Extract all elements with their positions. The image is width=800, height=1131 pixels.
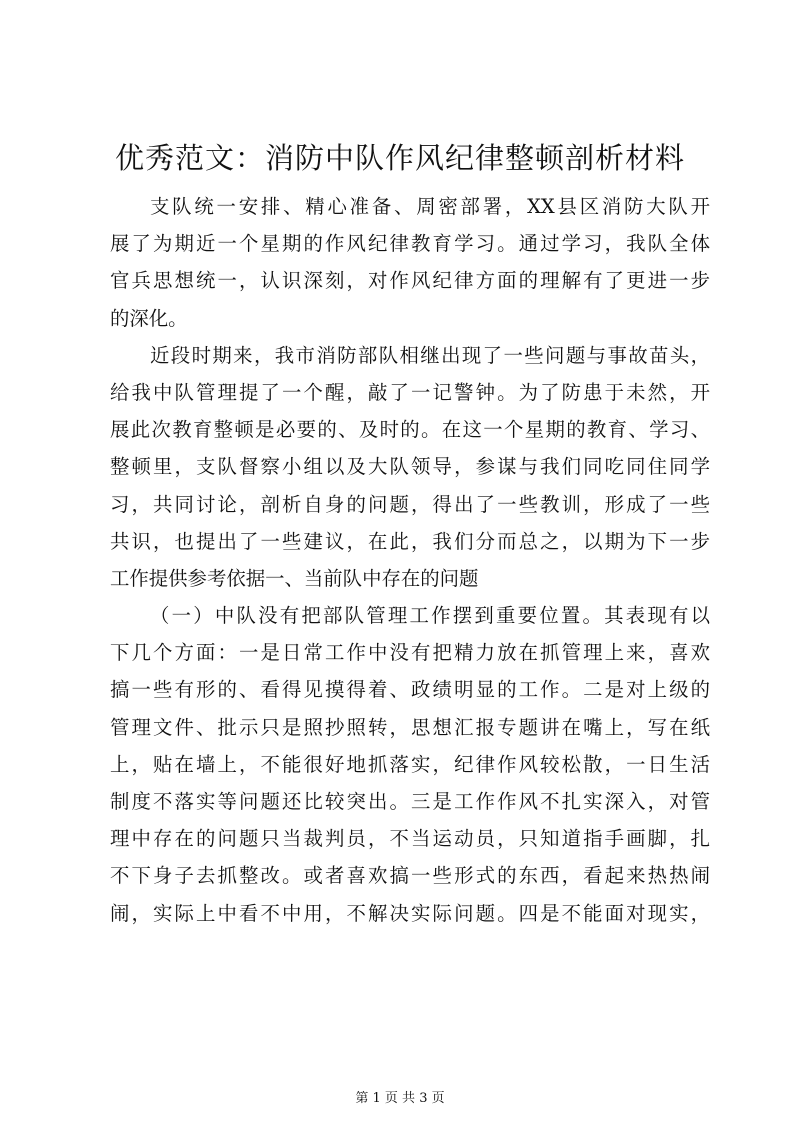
page-footer: 第 1 页 共 3 页 (355, 1091, 445, 1106)
paragraph-2 (110, 337, 710, 597)
text-line: 制度不落实等问题还比较突出。三是工作作风不扎实深入，对管 (110, 790, 710, 813)
text-line: 展了为期近一个星期的作风纪律教育学习。通过学习，我队全体 (110, 232, 710, 256)
text-line: 上，贴在墙上，不能很好地抓落实，纪律作风较松散，一日生活 (110, 752, 710, 776)
paragraph-3 (110, 597, 710, 932)
text-line: （一）中队没有把部队管理工作摆到重要位置。其表现有以 (150, 604, 710, 628)
text-line: 的深化。 (110, 306, 188, 330)
text-line: 共识，也提出了一些建议，在此，我们分而总之，以期为下一步 (110, 529, 710, 553)
text-line: 习，共同讨论，剖析自身的问题，得出了一些教训，形成了一些 (110, 492, 710, 516)
text-line: 近段时期来，我市消防部队相继出现了一些问题与事故苗头， (150, 343, 710, 367)
text-line: 支队统一安排、精心准备、周密部署，XX县区消防大队开 (150, 195, 710, 218)
text-line: 整顿里，支队督察小组以及大队领导，参谋与我们同吃同住同学 (110, 455, 710, 479)
text-line: 工作提供参考依据一、当前队中存在的问题 (110, 566, 479, 590)
document-body (110, 188, 710, 932)
paragraph-1 (110, 188, 710, 337)
text-line: 展此次教育整顿是必要的、及时的。在这一个星期的教育、学习、 (110, 418, 710, 442)
text-line: 下几个方面：一是日常工作中没有把精力放在抓管理上来，喜欢 (110, 641, 710, 665)
text-line: 管理文件、批示只是照抄照转，思想汇报专题讲在嘴上，写在纸 (110, 715, 710, 739)
text-line: 闹，实际上中看不中用，不解决实际问题。四是不能面对现实， (110, 901, 710, 925)
text-line: 理中存在的问题只当裁判员，不当运动员，只知道指手画脚，扎 (110, 827, 710, 851)
document-title: 优秀范文：消防中队作风纪律整顿剖析材料 (114, 141, 685, 175)
text-line: 搞一些有形的、看得见摸得着、政绩明显的工作。二是对上级的 (110, 678, 710, 702)
text-line: 给我中队管理提了一个醒，敲了一记警钟。为了防患于未然，开 (110, 380, 710, 404)
text-line: 不下身子去抓整改。或者喜欢搞一些形式的东西，看起来热热闹 (110, 864, 710, 888)
text-line: 官兵思想统一，认识深刻，对作风纪律方面的理解有了更进一步 (110, 269, 710, 293)
